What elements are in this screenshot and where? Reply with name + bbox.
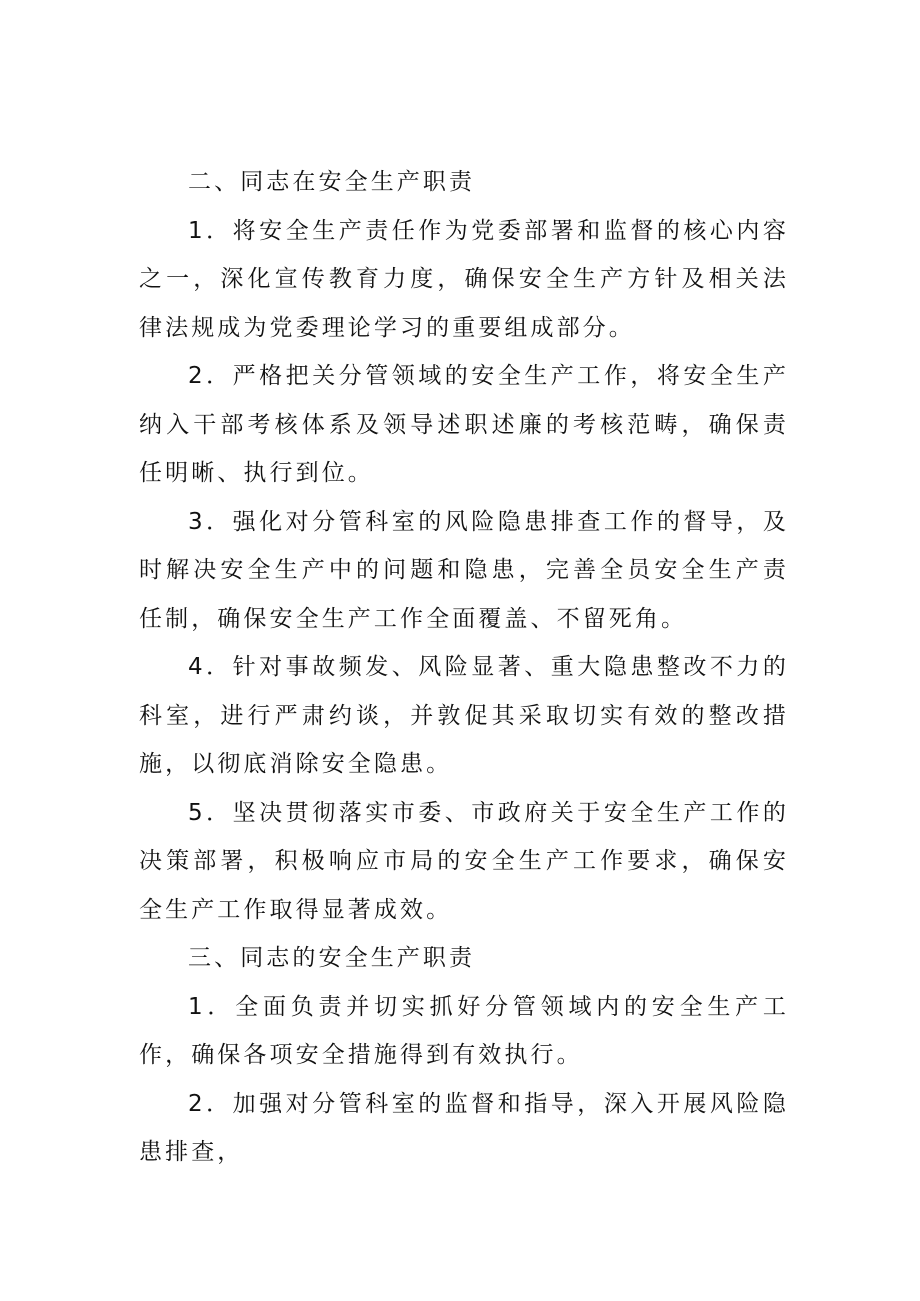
paragraph: 5．坚决贯彻落实市委、市政府关于安全生产工作的决策部署，积极响应市局的安全生产工作要求，确保安全生产工作取得显著成效。 (139, 799, 789, 923)
section-heading: 三、同志的安全生产职责 (188, 945, 476, 971)
paragraph: 2．加强对分管科室的监督和指导，深入开展风险隐患排查， (139, 1090, 789, 1165)
paragraph: 3．强化对分管科室的风险隐患排查工作的督导，及时解决安全生产中的问题和隐患，完善全员安全生产责任制，确保安全生产工作全面覆盖、不留死角。 (139, 508, 789, 632)
paragraph: 2．严格把关分管领域的安全生产工作，将安全生产纳入干部考核体系及领导述职述廉的考核范畴，确保责任明晰、执行到位。 (139, 363, 789, 486)
section-heading: 二、同志在安全生产职责 (188, 169, 476, 195)
document-body (139, 158, 789, 1177)
paragraph: 1．全面负责并切实抓好分管领域内的安全生产工作，确保各项安全措施得到有效执行。 (139, 993, 789, 1068)
paragraph: 4．针对事故频发、风险显著、重大隐患整改不力的科室，进行严肃约谈，并敦促其采取切实有效的整改措施，以彻底消除安全隐患。 (139, 654, 789, 777)
paragraph: 1．将安全生产责任作为党委部署和监督的核心内容之一，深化宣传教育力度，确保安全生产方针及相关法律法规成为党委理论学习的重要组成部分。 (139, 217, 789, 341)
